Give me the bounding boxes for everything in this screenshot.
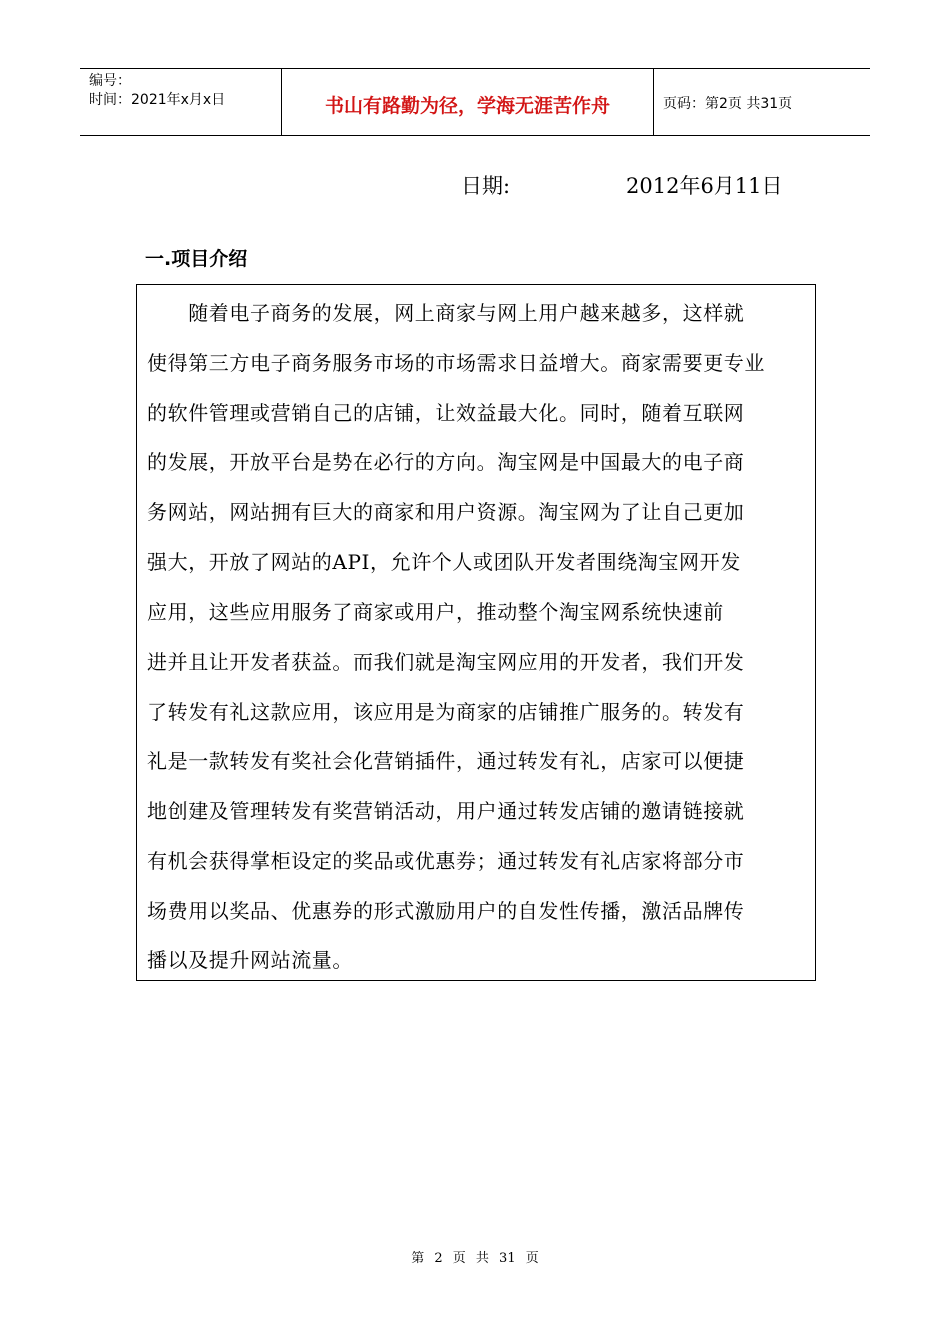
page-label: 页码：第2页 共31页 — [663, 96, 793, 112]
date-label: 日期: — [461, 174, 511, 198]
motto-text: 书山有路勤为径，学海无涯苦作舟 — [324, 94, 610, 117]
body-line: 使得第三方电子商务服务市场的市场需求日益增大。商家需要更专业 — [147, 351, 765, 375]
body-line: 地创建及管理转发有奖营销活动，用户通过转发店铺的邀请链接就 — [147, 799, 745, 823]
time-label: 时间：2021年x月x日 — [89, 92, 226, 108]
section-title: 一.项目介绍 — [145, 248, 248, 270]
body-line: 场费用以奖品、优惠券的形式激励用户的自发性传播，激活品牌传 — [147, 899, 745, 923]
date-value: 2012年6月11日 — [626, 174, 783, 198]
header-motto-cell — [282, 69, 654, 135]
body-line: 强大，开放了网站的API，允许个人或团队开发者围绕淘宝网开发 — [147, 550, 741, 574]
document-header — [80, 68, 870, 136]
body-line: 务网站，网站拥有巨大的商家和用户资源。淘宝网为了让自己更加 — [147, 500, 745, 524]
body-line: 的软件管理或营销自己的店铺，让效益最大化。同时，随着互联网 — [147, 401, 745, 425]
header-meta — [80, 69, 282, 135]
body-line: 播以及提升网站流量。 — [147, 948, 353, 972]
header-page-cell — [654, 69, 870, 135]
body-line: 有机会获得掌柜设定的奖品或优惠券；通过转发有礼店家将部分市 — [147, 849, 745, 873]
body-line: 了转发有礼这款应用，该应用是为商家的店铺推广服务的。转发有 — [147, 700, 745, 724]
serial-label: 编号： — [89, 73, 131, 89]
body-line: 的发展，开放平台是势在必行的方向。淘宝网是中国最大的电子商 — [147, 450, 745, 474]
body-line: 应用，这些应用服务了商家或用户，推动整个淘宝网系统快速前 — [147, 600, 724, 624]
page-footer: 第 2 页 共 31 页 — [411, 1251, 539, 1266]
body-line: 随着电子商务的发展，网上商家与网上用户越来越多，这样就 — [147, 301, 745, 325]
body-line: 进并且让开发者获益。而我们就是淘宝网应用的开发者，我们开发 — [147, 650, 745, 674]
body-line: 礼是一款转发有奖社会化营销插件，通过转发有礼，店家可以便捷 — [147, 749, 745, 773]
date-row — [0, 170, 950, 200]
content-box — [136, 284, 816, 981]
